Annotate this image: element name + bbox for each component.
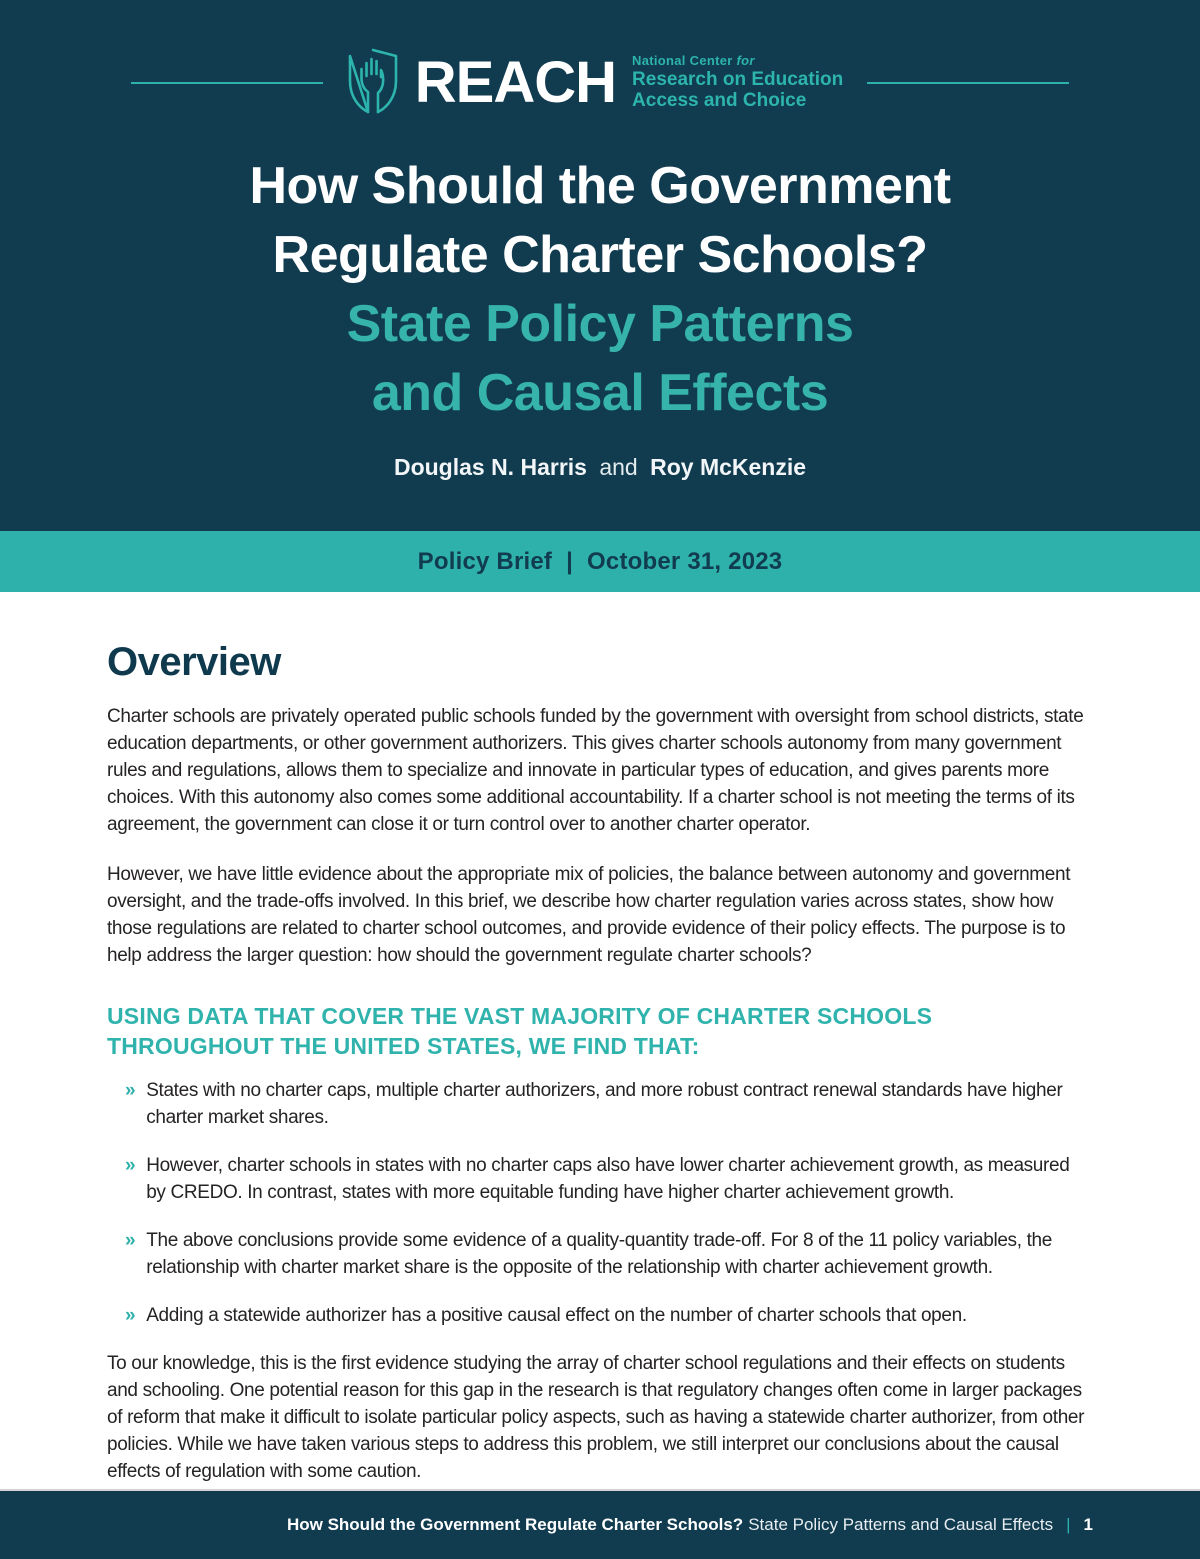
reach-wordmark: REACH [414,50,617,115]
finding-text-4: Adding a statewide authorizer has a positive causal effect on the number of charter schools that open. [146,1305,967,1326]
overview-paragraph-2: However, we have little evidence about the appropriate mix of policies, the balance between autonomy and government oversight, and the trade-offs involved. In this brief, we describe how charter regulation varies across states, show how those regulations are related to charter school outcomes, and provide evidence of their policy effects. The purpose is to help address the larger question: how should the government regulate charter schools? [107,864,1071,966]
finding-item-1 [125,1077,1093,1131]
hero-header [0,0,1200,531]
document-subtitle-line1: State Policy Patterns [346,295,854,353]
banner-label: Policy Brief [417,547,553,575]
document-subtitle-line2: and Causal Effects [371,364,829,422]
document-title-line1: How Should the Government [249,157,951,215]
footer-title-bold: How Should the Government Regulate Charter Schools? [286,1515,744,1534]
banner-separator: | [566,547,574,575]
bullet-marker: » [125,1230,136,1251]
tagline-line3: Access and Choice [632,90,807,112]
bullet-marker: » [125,1155,136,1176]
closing-paragraph: To our knowledge, this is the first evidence studying the array of charter school regulations and their effects on students and schooling. One potential reason for this gap in the research is that regulatory changes often come in larger packages of reform that make it difficult to isolate particular policy aspects, such as having a statewide charter authorizer, from other policies. While we have taken various steps to address this problem, we still interpret our conclusions about the causal effects of regulation with some caution. [107,1353,1085,1482]
logo-tagline [632,54,843,113]
byline [0,454,1200,481]
header-rule-left [131,82,323,84]
logo-row [0,0,1200,118]
finding-text-2: However, charter schools in states with no charter caps also have lower charter achievement growth, as measured by CREDO. In contrast, states with more equitable funding have higher charter achievement growth. [146,1155,1070,1203]
reach-shield-hand-icon [347,48,399,118]
footer-separator: | [1066,1515,1071,1534]
findings-heading: USING DATA THAT COVER THE VAST MAJORITY OF CHARTER SCHOOLS THROUGHOUT THE UNITED STATES, WE FIND THAT: [107,1003,933,1059]
findings-list [107,1077,1093,1329]
finding-text-1: States with no charter caps, multiple charter authorizers, and more robust contract renewal standards have higher charter market shares. [146,1080,1063,1128]
main-content [0,592,1200,1489]
policy-brief-banner [0,531,1200,592]
bullet-marker: » [125,1080,136,1101]
header-rule-right [867,82,1069,84]
tagline-line2: Research on Education [632,68,844,90]
author-2: Roy McKenzie [650,454,807,480]
bullet-marker: » [125,1305,136,1326]
overview-paragraph-1: Charter schools are privately operated public schools funded by the government with oversight from school districts, state education departments, or other government authorizers. This gives charter schools autonomy from many government rules and regulations, allows them to specialize and innovate in particular types of education, and gives parents more choices. With this autonomy also comes some additional accountability. If a charter school is not meeting the terms of its agreement, the government can close it or turn control over to another charter operator. [107,706,1084,835]
tagline-line1: National Center for [632,52,755,68]
author-1: Douglas N. Harris [393,454,587,480]
banner-date: October 31, 2023 [587,547,783,575]
finding-item-2 [125,1152,1093,1206]
byline-conjunction: and [599,454,638,480]
document-title-line2: Regulate Charter Schools? [272,226,928,284]
footer-title-regular: State Policy Patterns and Causal Effects [748,1515,1054,1534]
page-footer [0,1489,1200,1559]
title-block [0,152,1200,428]
finding-text-3: The above conclusions provide some evidence of a quality-quantity trade-off. For 8 of the 11 policy variables, the relationship with charter market share is the opposite of the relationship with charter achievement growth. [146,1230,1052,1278]
finding-item-3 [125,1227,1093,1281]
page-number: 1 [1083,1515,1093,1534]
finding-item-4 [125,1302,1093,1329]
overview-heading: Overview [107,640,281,684]
